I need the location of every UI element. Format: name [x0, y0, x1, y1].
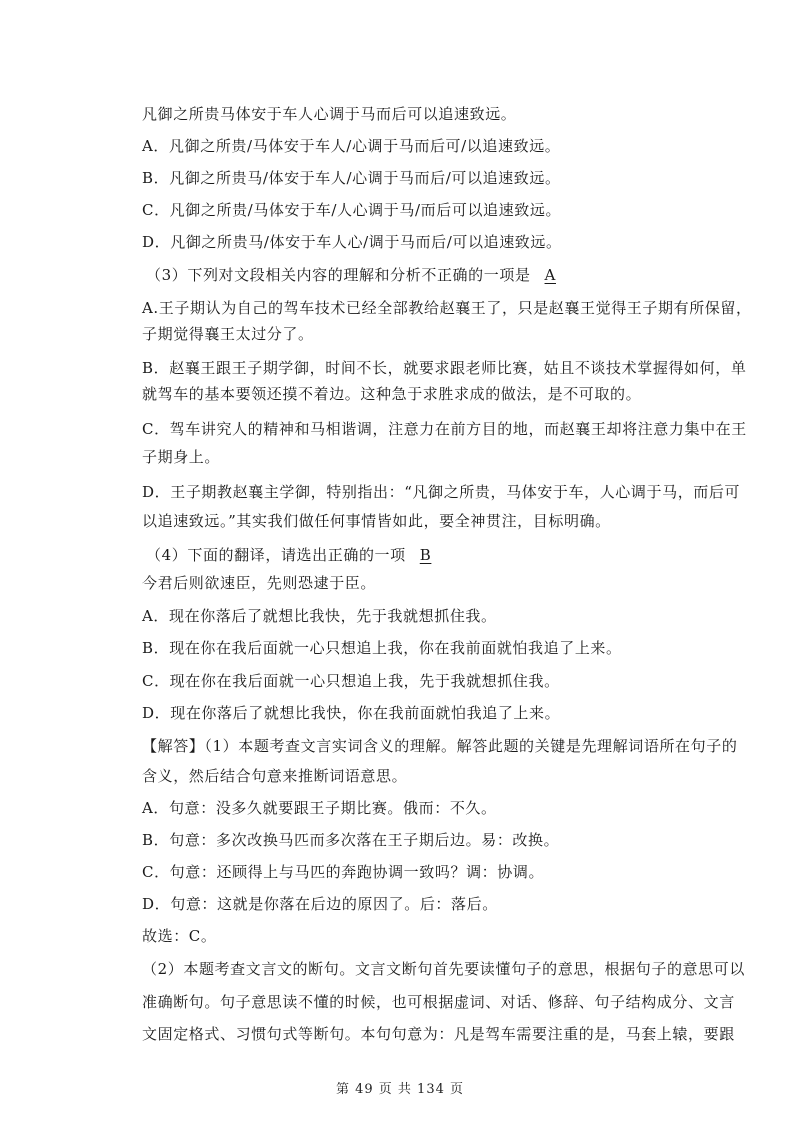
question-4 [146, 544, 445, 566]
question-3 [146, 264, 570, 286]
answer-line: 故选：C。 [142, 927, 217, 945]
option-b: B．句意：多次改换马匹而多次落在王子期后边。易：改换。 [142, 831, 560, 849]
option-c: C．现在你在我后面就一心只想追上我，先于我就想抓住我。 [142, 672, 560, 690]
text-line: 文固定格式、习惯句式等断句。本句句意为：凡是驾车需要注重的是，马套上辕，要跟 [142, 1025, 735, 1043]
option-d: D．句意：这就是你落在后边的原因了。后：落后。 [142, 895, 498, 913]
text-line: 子期觉得襄王太过分了。 [142, 325, 314, 343]
text-line: 就驾车的基本要领还摸不着边。这种急于求胜求成的做法，是不可取的。 [142, 385, 642, 403]
text-line: 准确断句。句子意思读不懂的时候，也可根据虚词、对话、修辞、句子结构成分、文言 [142, 993, 735, 1011]
option-c: C．驾车讲究人的精神和马相谐调，注意力在前方目的地，而赵襄王却将注意力集中在王 [142, 420, 747, 438]
question-3-text: （3）下列对文段相关内容的理解和分析不正确的一项是 [146, 266, 531, 284]
option-d: D．现在你落后了就想比我快，你在我前面就怕我追了上来。 [142, 704, 561, 722]
option-b: B．现在你在我后面就一心只想追上我，你在我前面就怕我追了上来。 [142, 639, 622, 657]
text-line: 含义，然后结合句意来推断词语意思。 [142, 767, 408, 785]
option-b: B．凡御之所贵马/体安于车人/心调于马而后/可以追速致远。 [142, 169, 561, 187]
option-a: A．现在你落后了就想比我快，先于我就想抓住我。 [142, 607, 497, 625]
solution-heading: 【解答】（1）本题考查文言实词含义的理解。解答此题的关键是先理解词语所在句子的 [142, 737, 738, 755]
option-c: C．凡御之所贵/马体安于车/人心调于马/而后可以追速致远。 [142, 201, 562, 219]
page-footer: 第 49 页 共 134 页 [335, 1082, 465, 1097]
text-line: 凡御之所贵马体安于车人心调于马而后可以追速致远。 [142, 105, 517, 123]
text-line: 以追速致远。”其实我们做任何事情皆如此，要全神贯注，目标明确。 [142, 512, 611, 530]
option-c: C．句意：还顾得上与马匹的奔跑协调一致吗？调：协调。 [142, 863, 545, 881]
option-a: A．句意：没多久就要跟王子期比赛。俄而：不久。 [142, 799, 497, 817]
option-a: A．凡御之所贵/马体安于车人/心调于马而后可/以追速致远。 [142, 137, 561, 155]
question-3-answer: A [544, 266, 556, 284]
text-line: 今君后则欲速臣，先则恐逮于臣。 [142, 574, 377, 592]
option-b: B．赵襄王跟王子期学御，时间不长，就要求跟老师比赛，姑且不谈技术掌握得如何，单 [142, 359, 747, 377]
text-line: 子期身上。 [142, 448, 221, 466]
question-4-text: （4）下面的翻译，请选出正确的一项 [146, 546, 406, 564]
option-d: D．王子期教赵襄主学御，特别指出：“凡御之所贵，马体安于车，人心调于马，而后可 [142, 483, 741, 501]
option-d: D．凡御之所贵马/体安于车人心/调于马而后/可以追速致远。 [142, 233, 562, 251]
option-a: A.王子期认为自己的驾车技术已经全部教给赵襄王了，只是赵襄王觉得王子期有所保留， [142, 299, 752, 317]
question-4-answer: B [419, 546, 432, 564]
text-line: （2）本题考查文言文的断句。文言文断句首先要读懂句子的意思，根据句子的意思可以 [142, 960, 745, 978]
